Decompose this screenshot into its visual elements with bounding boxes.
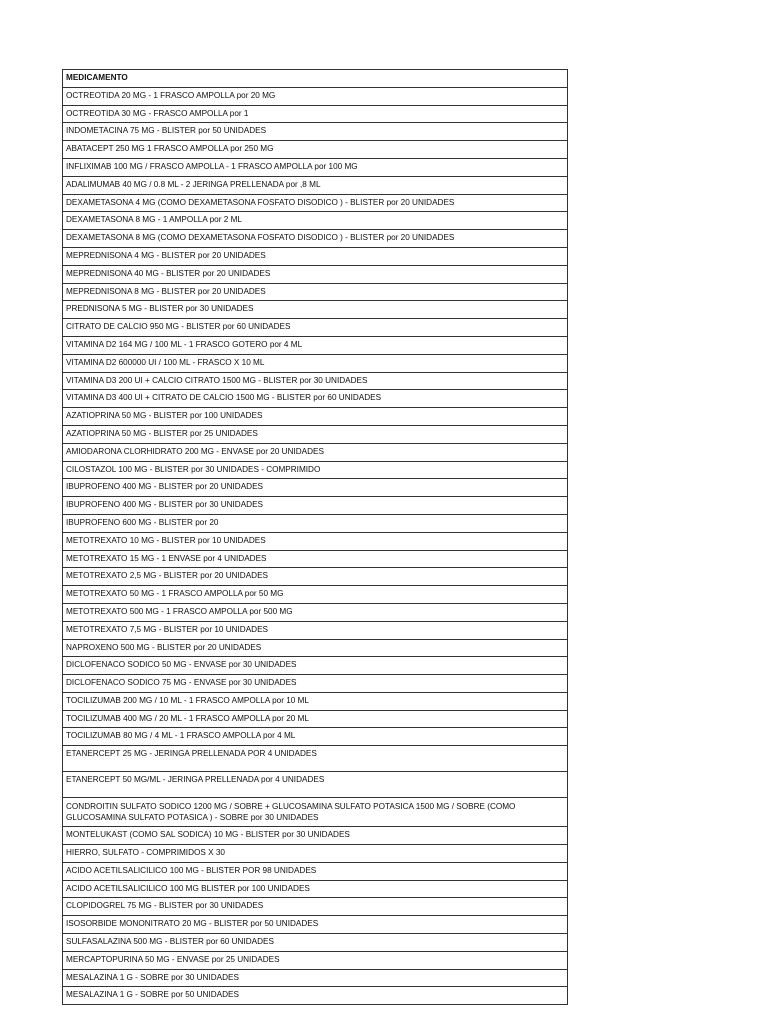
medication-cell: OCTREOTIDA 30 MG - FRASCO AMPOLLA por 1: [63, 105, 568, 123]
medication-cell: MEPREDNISONA 8 MG - BLISTER por 20 UNIDADES: [63, 283, 568, 301]
medication-cell: VITAMINA D3 200 UI + CALCIO CITRATO 1500 MG - BLISTER por 30 UNIDADES: [63, 372, 568, 390]
table-row: [63, 969, 568, 987]
table-row: [63, 319, 568, 337]
medication-cell: IBUPROFENO 600 MG - BLISTER por 20: [63, 514, 568, 532]
column-header-medicamento: MEDICAMENTO: [63, 70, 568, 88]
table-row: [63, 105, 568, 123]
medication-cell: MESALAZINA 1 G - SOBRE por 50 UNIDADES: [63, 987, 568, 1005]
table-row: [63, 675, 568, 693]
table-row: [63, 158, 568, 176]
table-row: [63, 372, 568, 390]
medication-cell: ADALIMUMAB 40 MG / 0.8 ML - 2 JERINGA PRELLENADA por ,8 ML: [63, 176, 568, 194]
table-row: [63, 639, 568, 657]
medication-cell: ACIDO ACETILSALICILICO 100 MG BLISTER por 100 UNIDADES: [63, 880, 568, 898]
medication-cell: METOTREXATO 500 MG - 1 FRASCO AMPOLLA por 500 MG: [63, 603, 568, 621]
medication-cell: MONTELUKAST (COMO SAL SODICA) 10 MG - BLISTER por 30 UNIDADES: [63, 827, 568, 845]
table-row: [63, 425, 568, 443]
table-row: [63, 497, 568, 515]
table-row: [63, 550, 568, 568]
table-row: [63, 141, 568, 159]
table-row: [63, 934, 568, 952]
medication-cell: SULFASALAZINA 500 MG - BLISTER por 60 UNIDADES: [63, 934, 568, 952]
table-row: [63, 301, 568, 319]
medication-cell-line: GLUCOSAMINA SULFATO POTASICA ) - SOBRE por 30 UNIDADES: [66, 813, 319, 823]
medication-cell: CITRATO DE CALCIO 950 MG - BLISTER por 60 UNIDADES: [63, 319, 568, 337]
table-row: [63, 827, 568, 845]
medication-cell-line: CONDROITIN SULFATO SODICO 1200 MG / SOBRE + GLUCOSAMINA SULFATO POTASICA 1500 MG / SOBRE (COMO: [66, 802, 516, 812]
table-row: [63, 354, 568, 372]
medication-cell: CILOSTAZOL 100 MG - BLISTER por 30 UNIDADES - COMPRIMIDO: [63, 461, 568, 479]
table-row: [63, 176, 568, 194]
medication-cell: MEPREDNISONA 4 MG - BLISTER por 20 UNIDADES: [63, 247, 568, 265]
table-row: [63, 408, 568, 426]
table-row: [63, 916, 568, 934]
medication-cell: DICLOFENACO SODICO 75 MG - ENVASE por 30 UNIDADES: [63, 675, 568, 693]
medication-cell: VITAMINA D2 600000 UI / 100 ML - FRASCO X 10 ML: [63, 354, 568, 372]
medication-cell: TOCILIZUMAB 400 MG / 20 ML - 1 FRASCO AMPOLLA por 20 ML: [63, 710, 568, 728]
table-row: [63, 898, 568, 916]
medication-cell: ISOSORBIDE MONONITRATO 20 MG - BLISTER por 50 UNIDADES: [63, 916, 568, 934]
medication-cell: DEXAMETASONA 4 MG (COMO DEXAMETASONA FOSFATO DISODICO ) - BLISTER por 20 UNIDADES: [63, 194, 568, 212]
table-row: [63, 123, 568, 141]
table-row: [63, 746, 568, 772]
medication-cell: METOTREXATO 50 MG - 1 FRASCO AMPOLLA por 50 MG: [63, 586, 568, 604]
medication-cell: TOCILIZUMAB 200 MG / 10 ML - 1 FRASCO AMPOLLA por 10 ML: [63, 692, 568, 710]
medication-cell: DICLOFENACO SODICO 50 MG - ENVASE por 30 UNIDADES: [63, 657, 568, 675]
table-row: [63, 212, 568, 230]
table-row: [63, 772, 568, 798]
medication-cell: NAPROXENO 500 MG - BLISTER por 20 UNIDADES: [63, 639, 568, 657]
medication-cell: MERCAPTOPURINA 50 MG - ENVASE por 25 UNIDADES: [63, 951, 568, 969]
table-row: [63, 283, 568, 301]
table-row: [63, 603, 568, 621]
table-row: [63, 657, 568, 675]
medication-cell: AZATIOPRINA 50 MG - BLISTER por 25 UNIDADES: [63, 425, 568, 443]
medication-cell: DEXAMETASONA 8 MG - 1 AMPOLLA por 2 ML: [63, 212, 568, 230]
table-row: [63, 532, 568, 550]
medication-cell: [63, 798, 568, 827]
medication-cell: METOTREXATO 10 MG - BLISTER por 10 UNIDADES: [63, 532, 568, 550]
table-header-row: [63, 70, 568, 88]
table-row: [63, 479, 568, 497]
medication-cell: ACIDO ACETILSALICILICO 100 MG - BLISTER POR 98 UNIDADES: [63, 862, 568, 880]
table-row: [63, 230, 568, 248]
table-row: [63, 461, 568, 479]
table-row: [63, 87, 568, 105]
medication-cell: IBUPROFENO 400 MG - BLISTER por 20 UNIDADES: [63, 479, 568, 497]
table-row: [63, 862, 568, 880]
medication-table: [62, 69, 568, 1005]
medication-cell: MESALAZINA 1 G - SOBRE por 30 UNIDADES: [63, 969, 568, 987]
medication-cell: VITAMINA D3 400 UI + CITRATO DE CALCIO 1500 MG - BLISTER por 60 UNIDADES: [63, 390, 568, 408]
table-row: [63, 443, 568, 461]
medication-cell: PREDNISONA 5 MG - BLISTER por 30 UNIDADES: [63, 301, 568, 319]
table-row: [63, 514, 568, 532]
table-row: [63, 621, 568, 639]
medication-cell: VITAMINA D2 164 MG / 100 ML - 1 FRASCO GOTERO por 4 ML: [63, 336, 568, 354]
table-row: [63, 336, 568, 354]
medication-cell: ETANERCEPT 50 MG/ML - JERINGA PRELLENADA por 4 UNIDADES: [63, 772, 568, 798]
medication-cell: ETANERCEPT 25 MG - JERINGA PRELLENADA POR 4 UNIDADES: [63, 746, 568, 772]
table-row: [63, 265, 568, 283]
medication-cell: DEXAMETASONA 8 MG (COMO DEXAMETASONA FOSFATO DISODICO ) - BLISTER por 20 UNIDADES: [63, 230, 568, 248]
medication-cell: MEPREDNISONA 40 MG - BLISTER por 20 UNIDADES: [63, 265, 568, 283]
medication-cell: INFLIXIMAB 100 MG / FRASCO AMPOLLA - 1 FRASCO AMPOLLA por 100 MG: [63, 158, 568, 176]
table-row: [63, 880, 568, 898]
medication-cell: CLOPIDOGREL 75 MG - BLISTER por 30 UNIDADES: [63, 898, 568, 916]
table-row: [63, 710, 568, 728]
table-row: [63, 247, 568, 265]
medication-cell: OCTREOTIDA 20 MG - 1 FRASCO AMPOLLA por 20 MG: [63, 87, 568, 105]
medication-cell: HIERRO, SULFATO - COMPRIMIDOS X 30: [63, 845, 568, 863]
medication-cell: INDOMETACINA 75 MG - BLISTER por 50 UNIDADES: [63, 123, 568, 141]
table-row: [63, 845, 568, 863]
table-row: [63, 692, 568, 710]
medication-cell: ABATACEPT 250 MG 1 FRASCO AMPOLLA por 250 MG: [63, 141, 568, 159]
medication-cell: IBUPROFENO 400 MG - BLISTER por 30 UNIDADES: [63, 497, 568, 515]
table-row: [63, 987, 568, 1005]
medication-cell: TOCILIZUMAB 80 MG / 4 ML - 1 FRASCO AMPOLLA por 4 ML: [63, 728, 568, 746]
table-row: [63, 194, 568, 212]
medication-cell: METOTREXATO 2,5 MG - BLISTER por 20 UNIDADES: [63, 568, 568, 586]
medication-cell: METOTREXATO 7,5 MG - BLISTER por 10 UNIDADES: [63, 621, 568, 639]
medication-cell: AMIODARONA CLORHIDRATO 200 MG - ENVASE por 20 UNIDADES: [63, 443, 568, 461]
table-row: [63, 728, 568, 746]
medication-table-body: [63, 70, 568, 1005]
medication-cell: AZATIOPRINA 50 MG - BLISTER por 100 UNIDADES: [63, 408, 568, 426]
table-row: [63, 798, 568, 827]
table-row: [63, 586, 568, 604]
table-row: [63, 951, 568, 969]
medication-cell: METOTREXATO 15 MG - 1 ENVASE por 4 UNIDADES: [63, 550, 568, 568]
table-row: [63, 568, 568, 586]
table-row: [63, 390, 568, 408]
